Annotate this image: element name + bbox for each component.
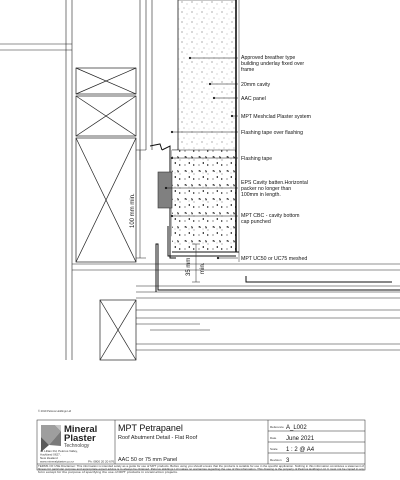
logo-name-mineral: Mineral (64, 424, 98, 435)
company-logo (41, 425, 61, 452)
label-eps-2: packer no longer than (241, 186, 292, 192)
label-breather-2: building underlay fixed over (241, 61, 305, 67)
dimension-35mm-min-label: min. (200, 262, 206, 274)
label-breather-3: frame (241, 67, 255, 73)
timber-frame (76, 68, 136, 360)
label-cbc-2: cap punched (241, 219, 271, 225)
date-value: June 2021 (286, 436, 315, 442)
logo-name-technology: Technology (64, 443, 90, 449)
label-eps-3: 100mm in length. (241, 192, 281, 198)
label-cavity: 20mm cavity (241, 82, 271, 88)
scale-label: Scale (270, 447, 278, 451)
dimension-100mm (130, 150, 146, 258)
label-flashing-over: Flashing tape over flashing (241, 130, 303, 136)
label-meshclad: MPT Meshclad Plaster system (241, 114, 311, 120)
date-label: Date (270, 436, 277, 440)
drawing-title: MPT Petrapanel (118, 423, 183, 433)
panel-spec: AAC 50 or 75 mm Panel (118, 457, 178, 463)
roof-assembly (72, 264, 400, 350)
annotation-labels (241, 55, 311, 262)
address-line-3: New Zealand (40, 456, 58, 460)
label-cbc-1: MPT CBC - cavity bottom (241, 213, 300, 219)
reference-value: A_L002 (286, 425, 307, 431)
address-line-2: Auckland 0627, (40, 452, 61, 457)
logo-name-plaster: Plaster (64, 433, 96, 444)
phone: Ph: 0800 20 20 676 (88, 459, 115, 464)
label-aac-panel: AAC panel (241, 96, 266, 102)
revision-label: Revision (270, 458, 282, 462)
scale-value: 1 : 2 @ A4 (286, 447, 315, 453)
address-line-1: 41 Lillian Rd, Pelorus Valley, (40, 449, 78, 453)
dimension-100mm-label: 100 mm min. (130, 193, 136, 228)
reference-label: Reference (270, 425, 284, 429)
disclaimer-line-3: form except for the purpose of specifying the use of MPT products in construction projects. (38, 471, 142, 474)
label-uc-meshed: MPT UC50 or UC75 meshed (241, 256, 308, 262)
dimension-35mm-label: 35 mm (186, 257, 192, 276)
disclaimer-line-1: TERMS OF USE Disclaimer: This information is intended solely as a guide for use of MPT products. Before using you should ensure that the products is suitable for use in the specific application. Nothing in this information constitutes a statement of (38, 465, 322, 468)
revision-value: 3 (286, 458, 290, 464)
label-flashing-tape: Flashing tape (241, 156, 273, 162)
eps-cavity-batten (158, 172, 172, 208)
website: www.mineralplaster.co.nz (40, 459, 74, 464)
drawing-subtitle: Roof Abutment Detail - Flat Roof (118, 435, 198, 441)
label-eps-1: EPS Cavity batten.Horizontal (241, 180, 308, 186)
label-breather-1: Approved breather type (241, 55, 296, 61)
aac-panel (172, 0, 239, 262)
copyright: © 2019 Pelorus Holdings Ltd (38, 410, 72, 413)
disclaimer-line-2: fitness for particular purpose and appropriate expert advice is to always be obtained. Pelorus Holdings Ltd makes no warranties regarding the use of this information. This drawing is the property of Pelorus Holdings Ltd. It must not be copied in any (38, 468, 321, 471)
